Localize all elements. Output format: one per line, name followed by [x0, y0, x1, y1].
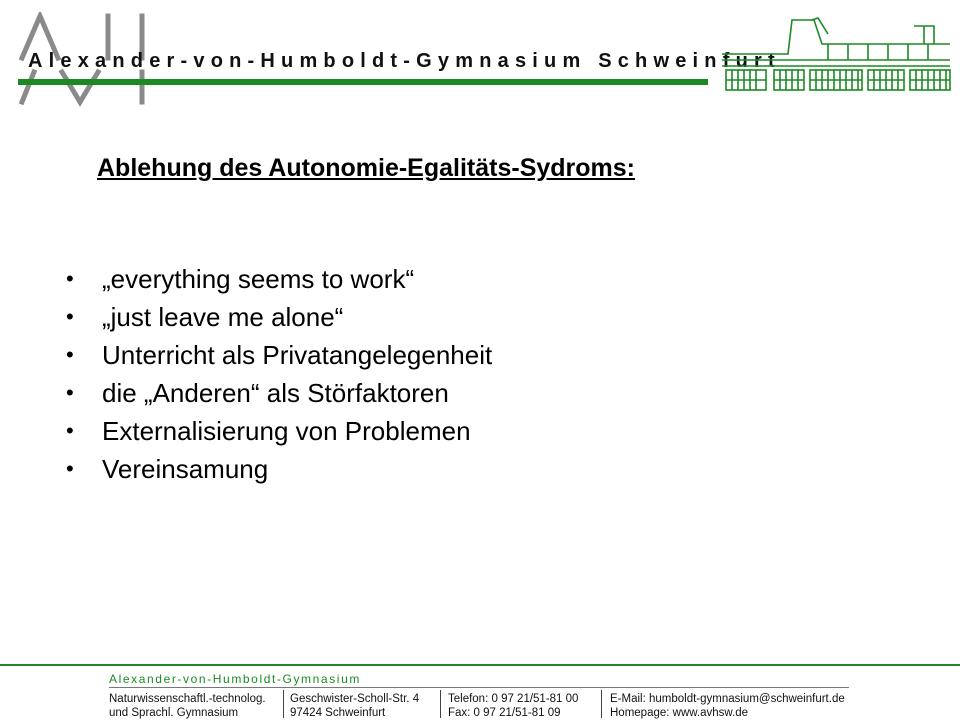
list-item: [62, 374, 492, 412]
school-name-header: Alexander-von-Humboldt-Gymnasium Schweinfurt: [28, 50, 781, 72]
bullet-text: Externalisierung von Problemen: [102, 416, 471, 446]
footer-separator: [440, 690, 441, 718]
list-item: [62, 412, 492, 450]
list-item: [62, 298, 492, 336]
footer-line: E-Mail: humboldt-gymnasium@schweinfurt.de: [610, 693, 845, 705]
bullet-icon: •: [66, 342, 74, 367]
bullet-text: „just leave me alone“: [102, 302, 344, 332]
footer-phone: [448, 692, 578, 720]
bullet-text: „everything seems to work“: [102, 264, 415, 294]
footer-line: und Sprachl. Gymnasium: [109, 707, 239, 719]
footer-line: Fax: 0 97 21/51-81 09: [448, 707, 561, 719]
footer-separator: [601, 690, 602, 718]
bullet-icon: •: [66, 418, 74, 443]
footer-line: Naturwissenschaftl.-technolog.: [109, 693, 266, 705]
bullet-icon: •: [66, 380, 74, 405]
bullet-icon: •: [66, 456, 74, 481]
footer-divider: [0, 664, 960, 666]
footer-contact: [610, 692, 845, 720]
footer-school-name: Alexander-von-Humboldt-Gymnasium: [109, 672, 361, 686]
footer-line: Telefon: 0 97 21/51-81 00: [448, 693, 579, 705]
footer-separator: [283, 690, 284, 718]
bullet-icon: •: [66, 266, 74, 291]
bullet-icon: •: [66, 304, 74, 329]
footer-school-type: [109, 692, 266, 720]
footer-address: [290, 692, 419, 720]
header-divider: [18, 79, 708, 85]
bullet-text: Unterricht als Privatangelegenheit: [102, 340, 493, 370]
school-building-icon: [718, 14, 954, 94]
footer-line: Homepage: www.avhsw.de: [610, 707, 749, 719]
list-item: [62, 450, 492, 488]
bullet-text: Vereinsamung: [102, 454, 269, 484]
slide-title: Ablehung des Autonomie-Egalitäts-Sydroms:: [97, 154, 636, 182]
footer-line: Geschwister-Scholl-Str. 4: [290, 693, 420, 705]
footer-line: 97424 Schweinfurt: [290, 707, 386, 719]
list-item: [62, 260, 492, 298]
footer-underline: [109, 687, 849, 688]
list-item: [62, 336, 492, 374]
bullet-list: [62, 260, 492, 488]
bullet-text: die „Anderen“ als Störfaktoren: [102, 378, 449, 408]
